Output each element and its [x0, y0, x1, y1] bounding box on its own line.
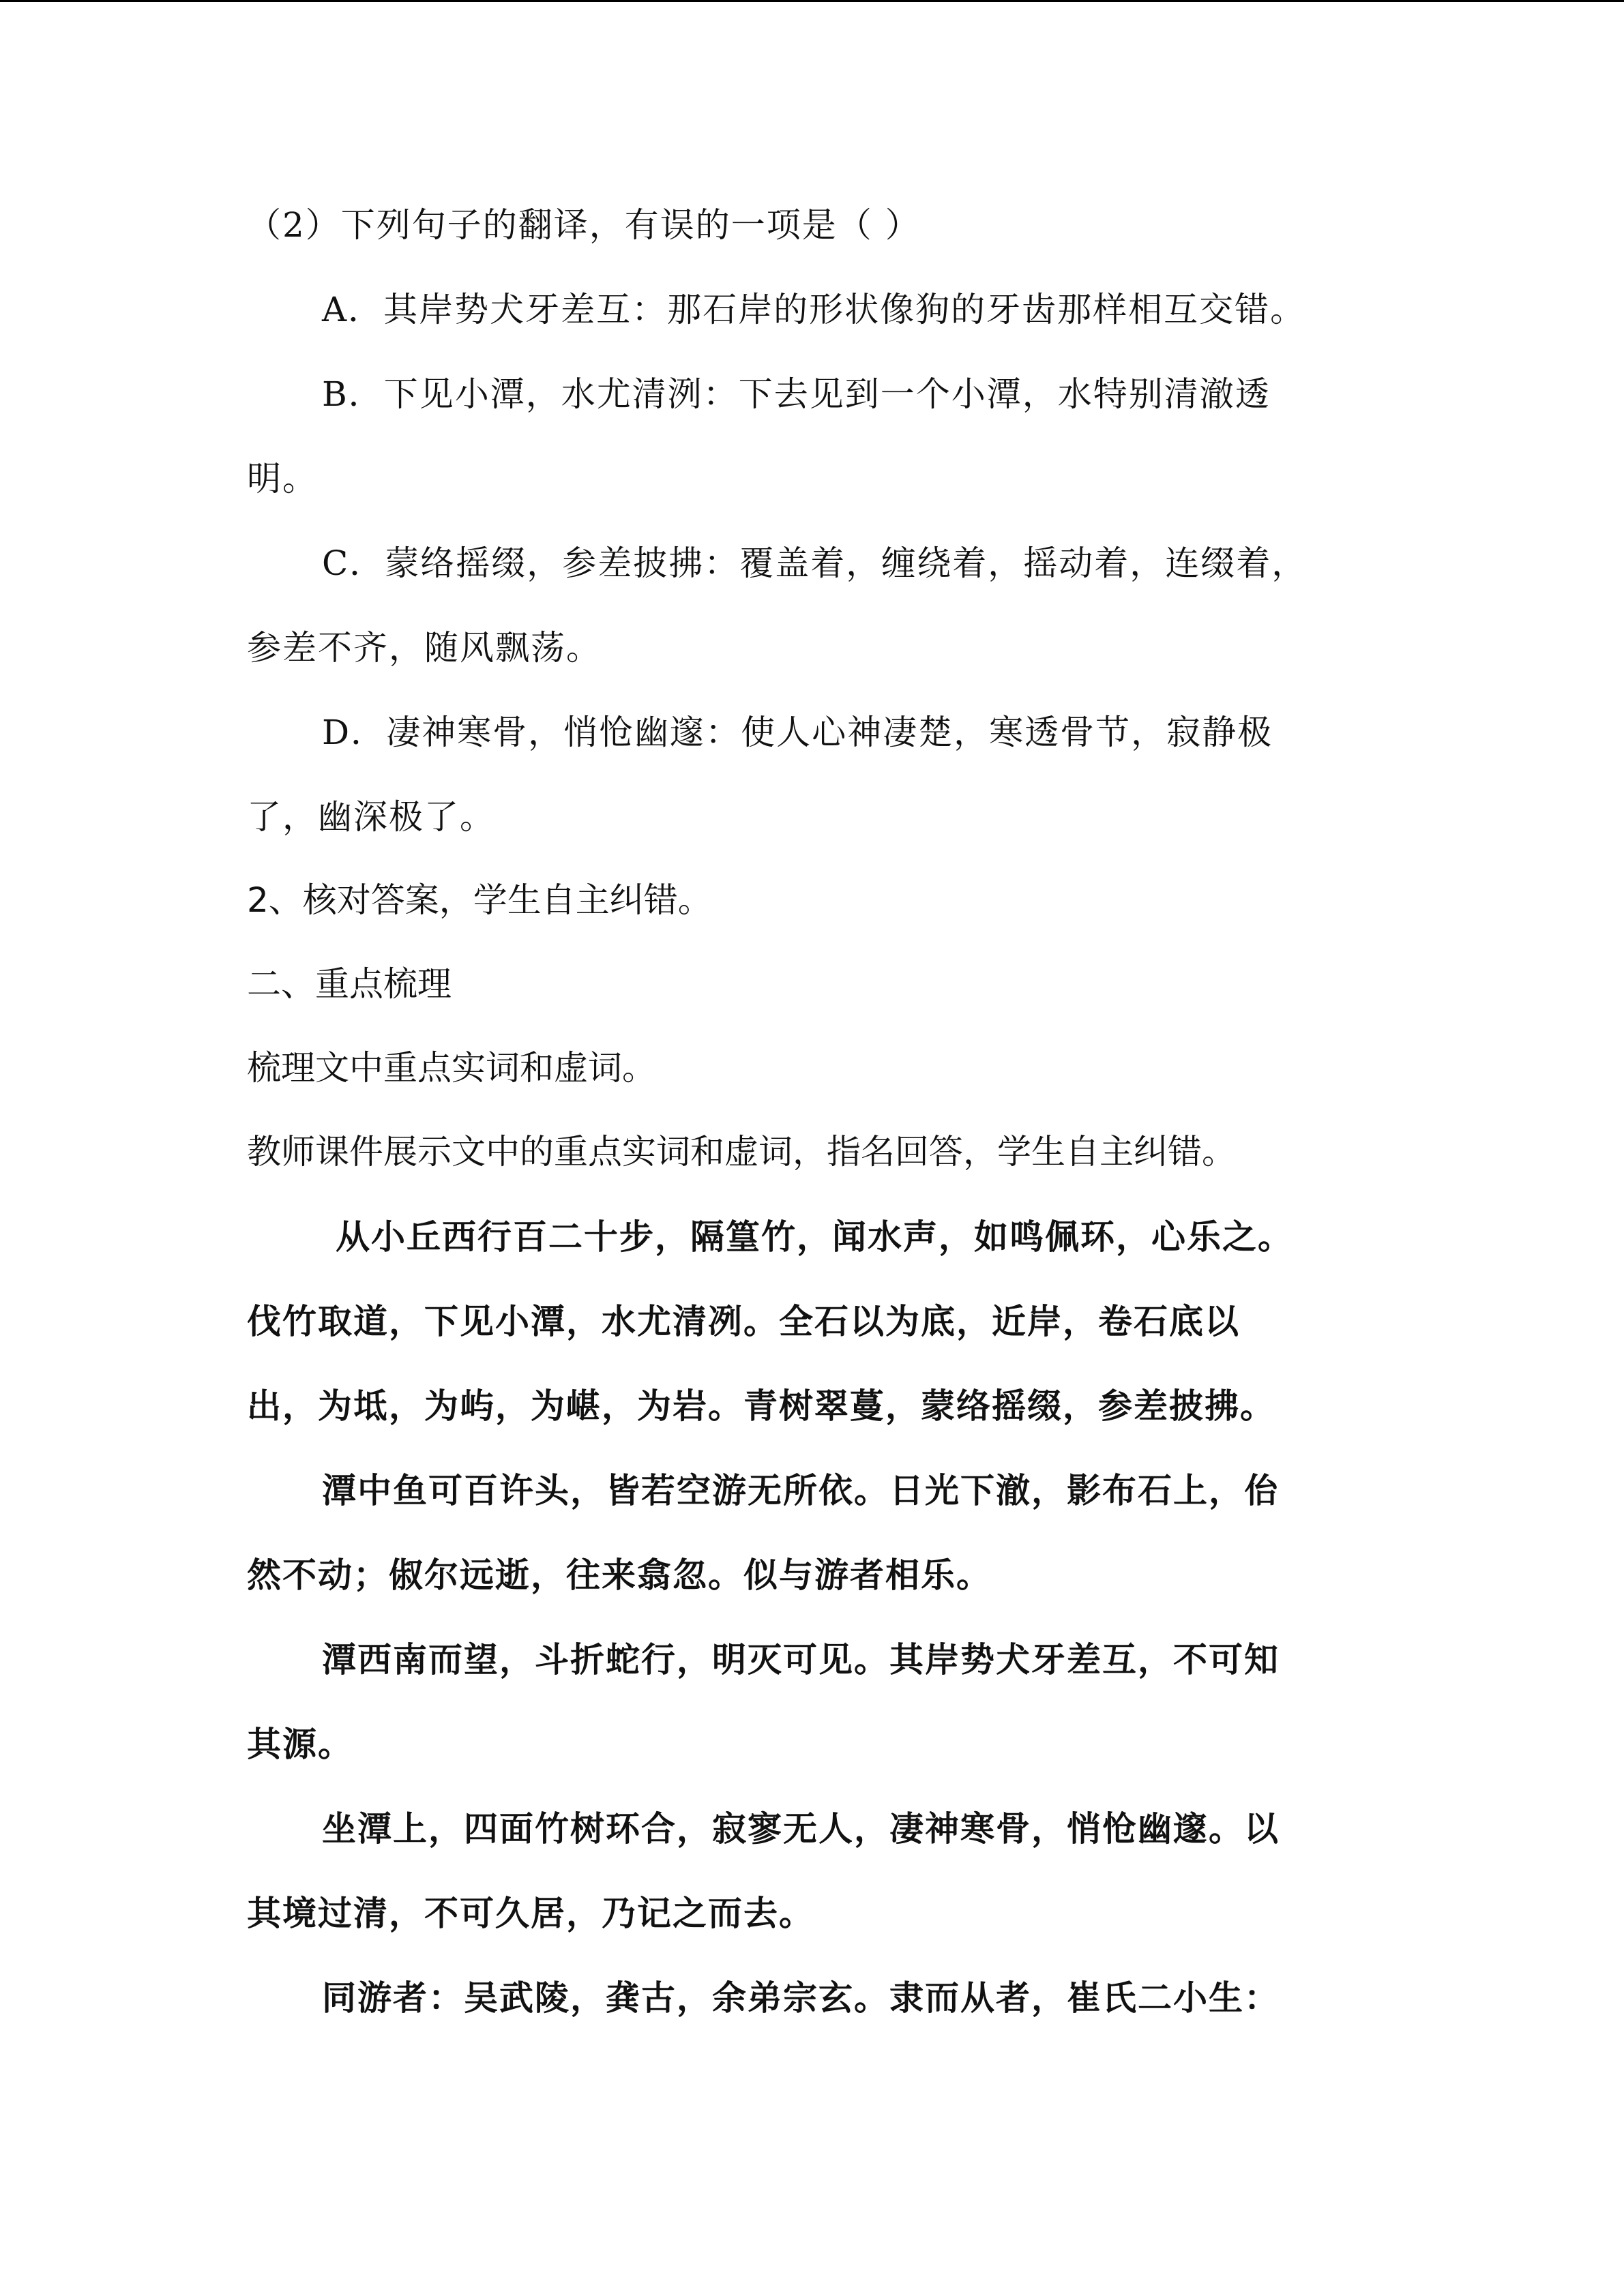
passage-p1-line-2: 伐竹取道，下见小潭，水尤清冽。全石以为底，近岸，卷石底以 [247, 1301, 1240, 1341]
option-c-line-1: C．蒙络摇缀，参差披拂：覆盖着，缠绕着，摇动着，连缀着， [322, 543, 1308, 583]
passage-p2-line-1: 潭中鱼可百许头，皆若空游无所依。日光下澈，影布石上，佁 [322, 1470, 1280, 1510]
passage-p4-line-1: 坐潭上，四面竹树环合，寂寥无人，凄神寒骨，悄怆幽邃。以 [322, 1808, 1280, 1849]
option-b-line-2: 明。 [247, 459, 318, 498]
passage-p2-line-2: 然不动；俶尔远逝，往来翕忽。似与游者相乐。 [247, 1555, 992, 1595]
option-d-line-1: D．凄神寒骨，悄怆幽邃：使人心神凄楚，寒透骨节，寂静极 [322, 713, 1273, 752]
passage-p3-line-1: 潭西南而望，斗折蛇行，明灭可见。其岸势犬牙差互，不可知 [322, 1639, 1280, 1680]
option-a: A．其岸势犬牙差互：那石岸的形状像狗的牙齿那样相互交错。 [322, 290, 1306, 329]
passage-p4-line-2: 其境过清，不可久居，乃记之而去。 [247, 1893, 814, 1933]
top-border-rule [0, 0, 1624, 2]
sort-words-instruction: 梳理文中重点实词和虚词。 [247, 1048, 656, 1088]
option-d-line-2: 了，幽深极了。 [247, 797, 495, 837]
passage-p3-line-2: 其源。 [247, 1724, 353, 1764]
check-answers-step: 2、核对答案，学生自主纠错。 [247, 880, 712, 920]
option-c-line-2: 参差不齐，随风飘荡。 [247, 628, 602, 668]
passage-p1-line-1: 从小丘西行百二十步，隔篁竹，闻水声，如鸣佩环，心乐之。 [336, 1217, 1293, 1257]
section-title: 二、重点梳理 [247, 964, 452, 1004]
passage-p1-line-3: 出，为坻，为屿，为嵁，为岩。青树翠蔓，蒙络摇缀，参差披拂。 [247, 1386, 1275, 1426]
option-b-line-1: B．下见小潭，水尤清洌：下去见到一个小潭，水特别清澈透 [322, 374, 1271, 414]
question-stem: （2）下列句子的翻译，有误的一项是（ ） [247, 205, 921, 245]
passage-p5-line-1: 同游者：吴武陵，龚古，余弟宗玄。隶而从者，崔氏二小生： [322, 1978, 1280, 2018]
teacher-instruction: 教师课件展示文中的重点实词和虚词，指名回答，学生自主纠错。 [247, 1132, 1236, 1172]
